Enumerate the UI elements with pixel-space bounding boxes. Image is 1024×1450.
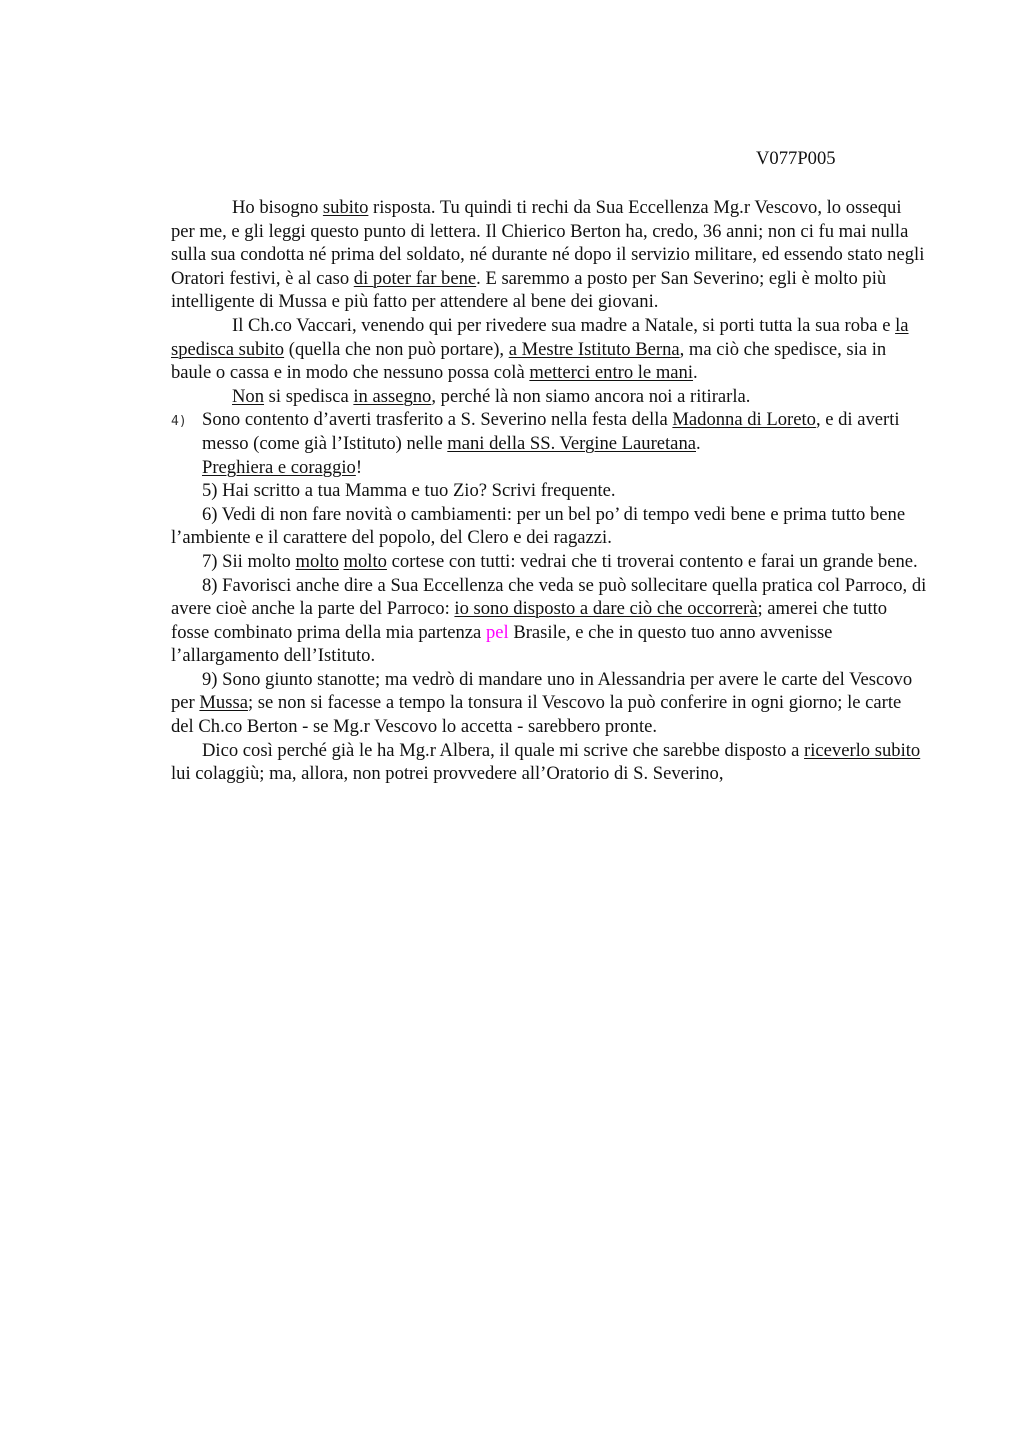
text: ! [355, 456, 363, 478]
underlined-text: riceverlo subito [804, 739, 921, 761]
underlined-text: mani della SS. Vergine Lauretana [447, 432, 696, 454]
text: Brasile, e che in questo tuo anno avvenisse l’allargamento dell’Istituto. [171, 621, 833, 667]
paragraph-10 [171, 739, 927, 786]
numbered-item-5: 5) Hai scritto a tua Mamma e tuo Zio? Scrivi frequente. [202, 480, 616, 502]
text: (quella che non può portare), [284, 338, 509, 360]
highlighted-word: pel [485, 621, 509, 643]
numbered-item-9 [171, 668, 927, 739]
item-body [202, 408, 927, 479]
text: 9) Sono giunto stanotte; ma vedrò di mandare uno in Alessandria per avere le carte del Vescovo per [171, 668, 913, 714]
text: . [696, 432, 701, 454]
numbered-item-7 [171, 550, 927, 574]
underlined-text: molto [295, 550, 339, 572]
text: cortese con tutti: vedrai che ti troverai contento e farai un grande bene. [386, 550, 918, 572]
underlined-text: Non [232, 385, 265, 407]
page-identifier: V077P005 [756, 148, 836, 169]
numbered-item-8 [171, 574, 927, 668]
underlined-text: subito [322, 197, 369, 218]
text: , ma ciò che spedisce, sia in baule o cassa e in modo che nessuno possa colà [171, 338, 887, 384]
underlined-text: molto [343, 550, 387, 572]
underlined-text: in assegno [353, 385, 432, 407]
text: , e di averti messo (come già l’Istituto) nelle [202, 409, 900, 454]
text: Ho bisogno [232, 197, 323, 218]
underlined-text: Madonna di Loreto [672, 409, 816, 431]
text: si spedisca [264, 385, 354, 407]
letter-body [171, 196, 927, 786]
item-text [202, 408, 927, 455]
underlined-text: di poter far bene [353, 267, 477, 289]
text: lui colaggiù; ma, allora, non potrei provvedere all’Oratorio di S. Severino, [171, 763, 724, 785]
underlined-text: a Mestre Istituto Berna [508, 338, 680, 360]
paragraph-1 [171, 196, 927, 314]
underlined-text: Preghiera e coraggio [202, 456, 356, 478]
text: ; se non si facesse a tempo la tonsura il Vescovo la può conferire in ogni giorno; le carte del Ch.co Berton - se Mg.r Vescovo lo accetta - sarebbero pronte. [171, 692, 902, 738]
text: 8) Favorisci anche dire a Sua Eccellenza che veda se può sollecitare quella pratica col Parroco, di avere cioè anche la parte del Parroco: [171, 574, 927, 620]
underlined-text: Mussa [199, 692, 248, 714]
text: Il Ch.co Vaccari, venendo qui per rivedere sua madre a Natale, si porti tutta la sua roba e [232, 314, 896, 336]
text: Sono contento d’averti trasferito a S. Severino nella festa della [202, 409, 673, 431]
item-exhortation [202, 456, 927, 480]
underlined-text: io sono disposto a dare ciò che occorrerà [454, 598, 758, 620]
text: 7) Sii molto [202, 550, 296, 572]
paragraph-2 [171, 314, 927, 385]
numbered-item-4 [171, 408, 927, 479]
underlined-text: metterci entro le mani [529, 362, 694, 384]
text: , perché là non siamo ancora noi a ritirarla. [431, 385, 751, 407]
item-number: 4) [171, 414, 187, 430]
text: risposta. Tu quindi ti rechi da Sua Eccellenza Mg.r Vescovo, lo ossequi per me, e gli leggi questo punto di lettera. Il Chierico Berton ha, credo, 36 anni; non ci fu mai nulla sulla sua condotta né prima del soldato, né durante né dopo il servizio militare, ed essendo stato negli Oratori festivi, è al caso [171, 197, 925, 289]
text: . [693, 362, 698, 384]
text: ; amerei che tutto fosse combinato prima della mia partenza [171, 598, 888, 643]
paragraph-3 [171, 385, 927, 409]
text: . E saremmo a posto per San Severino; egli è molto più intelligente di Mussa e più fatto per attendere al bene dei giovani. [171, 267, 887, 313]
text: Dico così perché già le ha Mg.r Albera, il quale mi scrive che sarebbe disposto a [202, 739, 805, 761]
underlined-text: la spedisca subito [171, 314, 909, 360]
numbered-item-6: 6) Vedi di non fare novità o cambiamenti: per un bel po’ di tempo vedi bene e prima tutto bene l’ambiente e il carattere del popolo, del Clero e dei ragazzi. [171, 503, 906, 549]
